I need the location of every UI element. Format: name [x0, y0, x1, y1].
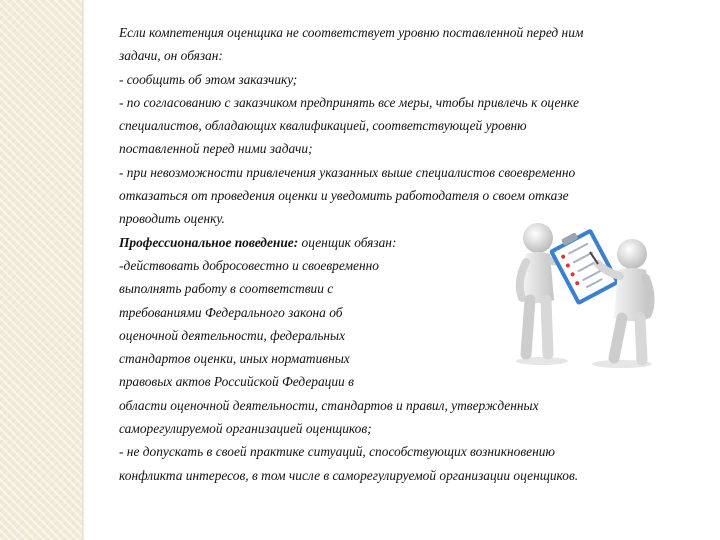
decorative-side-strip — [0, 0, 82, 540]
text-line: правовых актов Российской Федерации в — [119, 374, 354, 390]
text-line: задачи, он обязан: — [119, 48, 223, 64]
two-figures-with-checklist-icon — [504, 218, 664, 368]
text-line: отказаться от проведения оценки и уведомить работодателя о своем отказе — [119, 188, 569, 204]
text-line: - по согласованию с заказчиком предпринять все меры, чтобы привлечь к оценке — [119, 94, 579, 110]
side-strip-edge — [82, 0, 85, 540]
text-line: - сообщить об этом заказчику; — [119, 71, 298, 87]
text-line: -действовать добросовестно и своевременно — [119, 257, 379, 273]
text-line: стандартов оценки, иных нормативных — [119, 351, 350, 367]
text-line: специалистов, обладающих квалификацией, соответствующей уровню — [119, 118, 527, 134]
section-heading: Профессиональное поведение: — [119, 234, 299, 250]
text-line: проводить оценку. — [119, 211, 225, 227]
text-line: области оценочной деятельности, стандартов и правил, утвержденных — [119, 397, 539, 413]
text-line: - при невозможности привлечения указанных выше специалистов своевременно — [119, 164, 576, 180]
text-line: конфликта интересов, в том числе в саморегулируемой организации оценщиков. — [119, 467, 579, 483]
text-line: поставленной перед ними задачи; — [119, 141, 313, 157]
text-line: требованиями Федерального закона об — [119, 304, 343, 320]
text-line: саморегулируемой организацией оценщиков; — [119, 421, 372, 437]
text-line: Если компетенция оценщика не соответствует уровню поставленной перед ним — [119, 25, 584, 40]
text-line: - не допускать в своей практике ситуаций, способствующих возникновению — [119, 444, 555, 460]
text-line: оценочной деятельности, федеральных — [119, 327, 346, 343]
text-line: выполнять работу в соответствии с — [119, 281, 334, 297]
section-heading-rest: оценщик обязан: — [298, 234, 397, 250]
